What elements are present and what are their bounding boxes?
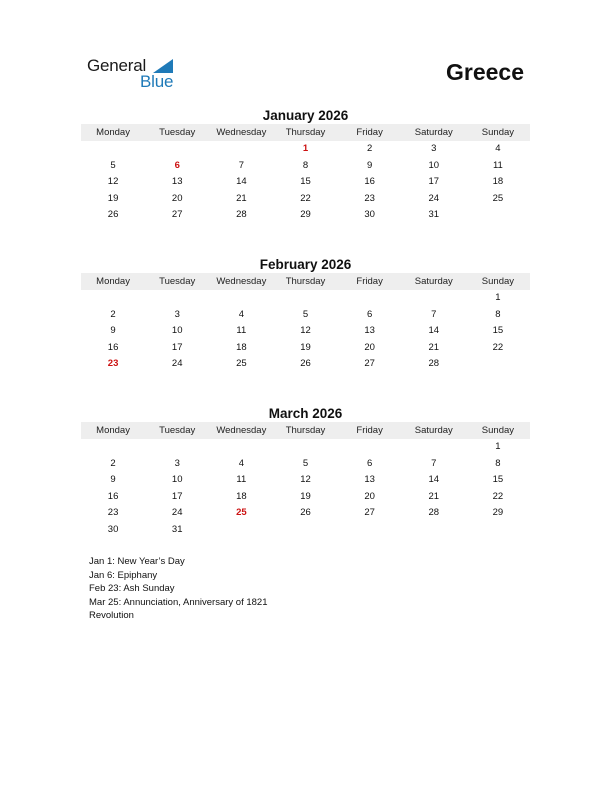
day-cell: 19 [300,341,311,353]
day-cell: 6 [366,308,373,320]
day-cell: 26 [107,209,119,220]
generalblue-logo [87,56,187,92]
day-cell: 2 [110,308,116,320]
day-cell: 20 [171,192,183,204]
day-cell: 16 [107,490,119,502]
weekday-header-row [81,124,530,141]
day-cell: 17 [428,176,440,187]
day-cell: 20 [364,490,375,502]
day-cell: 18 [236,490,247,502]
day-cell: 26 [300,358,311,369]
day-cell: 14 [428,325,440,336]
day-cell [209,439,273,456]
day-cell: 15 [492,474,504,485]
day-cell: 11 [236,325,247,336]
day-cell: 8 [302,159,309,171]
weekday-label: Thursday [285,276,326,287]
day-cell: 22 [492,341,504,353]
holiday-notes [89,555,309,623]
day-cell: 31 [171,523,183,535]
weekday-label: Tuesday [159,425,196,436]
day-cell: 9 [366,159,373,171]
day-cell [402,522,466,539]
day-cell: 29 [492,507,504,518]
day-cell [273,290,337,307]
day-cell [209,141,273,158]
day-cell [466,207,530,224]
holiday-day-cell: 25 [236,507,247,518]
day-cell: 2 [366,143,373,154]
day-cell: 18 [236,341,247,353]
day-cell: 1 [495,292,501,303]
day-cell: 19 [300,490,311,502]
weekday-label: Sunday [481,127,515,138]
day-cell: 18 [492,176,504,187]
day-cell: 7 [238,159,244,171]
day-cell [273,439,337,456]
weekday-label: Monday [96,425,130,436]
month-title: February 2026 [259,257,352,272]
week-row [81,191,530,208]
day-cell: 13 [364,474,375,485]
day-cell: 25 [492,192,504,204]
day-cell: 5 [110,159,116,171]
weekday-label: Sunday [481,425,515,436]
month-calendar [81,256,530,373]
day-cell: 21 [428,341,440,353]
week-row [81,340,530,357]
holiday-note: Revolution [89,610,134,622]
day-cell [209,290,273,307]
weekday-label: Friday [356,425,383,436]
day-cell: 4 [495,143,501,154]
day-cell [209,522,273,539]
day-cell: 10 [171,474,183,485]
day-cell: 2 [110,457,116,469]
day-cell: 23 [107,507,119,518]
day-cell: 16 [107,341,119,353]
week-row [81,522,530,539]
day-cell: 9 [110,474,116,485]
day-cell: 3 [431,143,437,154]
holiday-note: Jan 1: New Year’s Day [89,556,185,567]
weekday-label: Saturday [414,425,453,436]
month-title: March 2026 [268,406,343,421]
holiday-day-cell: 23 [107,358,119,369]
week-row [81,174,530,191]
holiday-note: Jan 6: Epiphany [89,569,158,581]
day-cell: 24 [428,192,440,204]
day-cell: 15 [300,176,311,187]
day-cell: 7 [431,457,437,469]
week-row [81,158,530,175]
day-cell [145,290,209,307]
holiday-day-cell: 6 [174,159,180,171]
week-row [81,472,530,489]
day-cell: 4 [238,457,244,469]
day-cell: 21 [236,192,247,204]
weekday-label: Saturday [414,276,453,287]
day-cell [145,141,209,158]
logo-triangle-icon [153,59,173,73]
day-cell: 8 [495,308,501,320]
month-calendar [81,405,530,538]
day-cell: 27 [364,507,375,518]
weekday-label: Monday [96,127,130,138]
day-cell [466,356,530,373]
day-cell: 12 [300,325,311,336]
day-cell: 30 [364,209,375,220]
day-cell: 21 [428,490,440,502]
logo-general-text: General [87,56,147,75]
day-cell: 28 [428,358,440,369]
weekday-label: Wednesday [216,425,267,436]
day-cell: 31 [428,209,440,220]
day-cell: 23 [364,192,375,204]
logo-blue-text: Blue [140,72,174,91]
day-cell [81,141,145,158]
day-cell [81,290,145,307]
week-row [81,505,530,522]
week-row [81,356,530,373]
weekday-label: Monday [96,276,130,287]
day-cell: 28 [428,507,440,518]
week-row [81,439,530,456]
day-cell [338,290,402,307]
country-title: Greece [445,59,524,85]
weekday-label: Tuesday [159,276,196,287]
day-cell: 5 [302,308,309,320]
day-cell: 22 [300,192,311,204]
day-cell [338,439,402,456]
day-cell: 3 [174,308,180,320]
weekday-label: Friday [356,276,383,287]
weekday-label: Wednesday [216,276,267,287]
day-cell: 16 [364,176,375,187]
weekday-label: Saturday [414,127,453,138]
day-cell [81,439,145,456]
day-cell: 15 [492,325,504,336]
day-cell [338,522,402,539]
day-cell: 12 [300,474,311,485]
day-cell [402,439,466,456]
week-row [81,290,530,307]
holiday-note: Feb 23: Ash Sunday [89,583,175,595]
day-cell: 26 [300,507,311,518]
week-row [81,323,530,340]
day-cell: 8 [495,457,501,469]
week-row [81,456,530,473]
day-cell: 5 [302,457,309,469]
day-cell: 13 [171,176,183,187]
day-cell: 12 [107,176,119,187]
weekday-label: Wednesday [216,127,267,138]
day-cell: 25 [236,358,247,369]
day-cell: 30 [107,523,119,535]
weekday-label: Tuesday [159,127,196,138]
day-cell: 11 [492,159,503,171]
day-cell: 28 [236,209,247,220]
day-cell: 9 [110,325,116,336]
day-cell: 29 [300,209,311,220]
day-cell: 7 [431,308,437,320]
weekday-label: Friday [356,127,383,138]
week-row [81,307,530,324]
day-cell: 3 [174,457,180,469]
day-cell [402,290,466,307]
weekday-header-row [81,273,530,290]
day-cell: 10 [428,159,440,171]
day-cell: 24 [171,507,183,518]
day-cell: 17 [171,341,183,353]
day-cell: 14 [236,176,247,187]
day-cell: 14 [428,474,440,485]
month-calendar [81,107,530,224]
day-cell: 13 [364,325,375,336]
weekday-label: Thursday [285,425,326,436]
day-cell [466,522,530,539]
day-cell: 27 [364,358,375,369]
day-cell: 27 [171,209,183,220]
day-cell [145,439,209,456]
day-cell: 20 [364,341,375,353]
weekday-label: Sunday [481,276,515,287]
week-row [81,207,530,224]
day-cell: 1 [495,441,501,452]
day-cell: 4 [238,308,244,320]
day-cell: 11 [236,474,247,485]
month-title: January 2026 [262,108,349,123]
week-row [81,489,530,506]
week-row [81,141,530,158]
day-cell: 10 [171,325,183,336]
day-cell: 22 [492,490,504,502]
day-cell: 24 [171,358,183,369]
day-cell [273,522,337,539]
day-cell: 6 [366,457,373,469]
day-cell: 17 [171,490,183,502]
weekday-header-row [81,422,530,439]
holiday-note: Mar 25: Annunciation, Anniversary of 1821 [89,596,268,608]
weekday-label: Thursday [285,127,326,138]
holiday-day-cell: 1 [302,143,309,154]
day-cell: 19 [107,192,119,204]
